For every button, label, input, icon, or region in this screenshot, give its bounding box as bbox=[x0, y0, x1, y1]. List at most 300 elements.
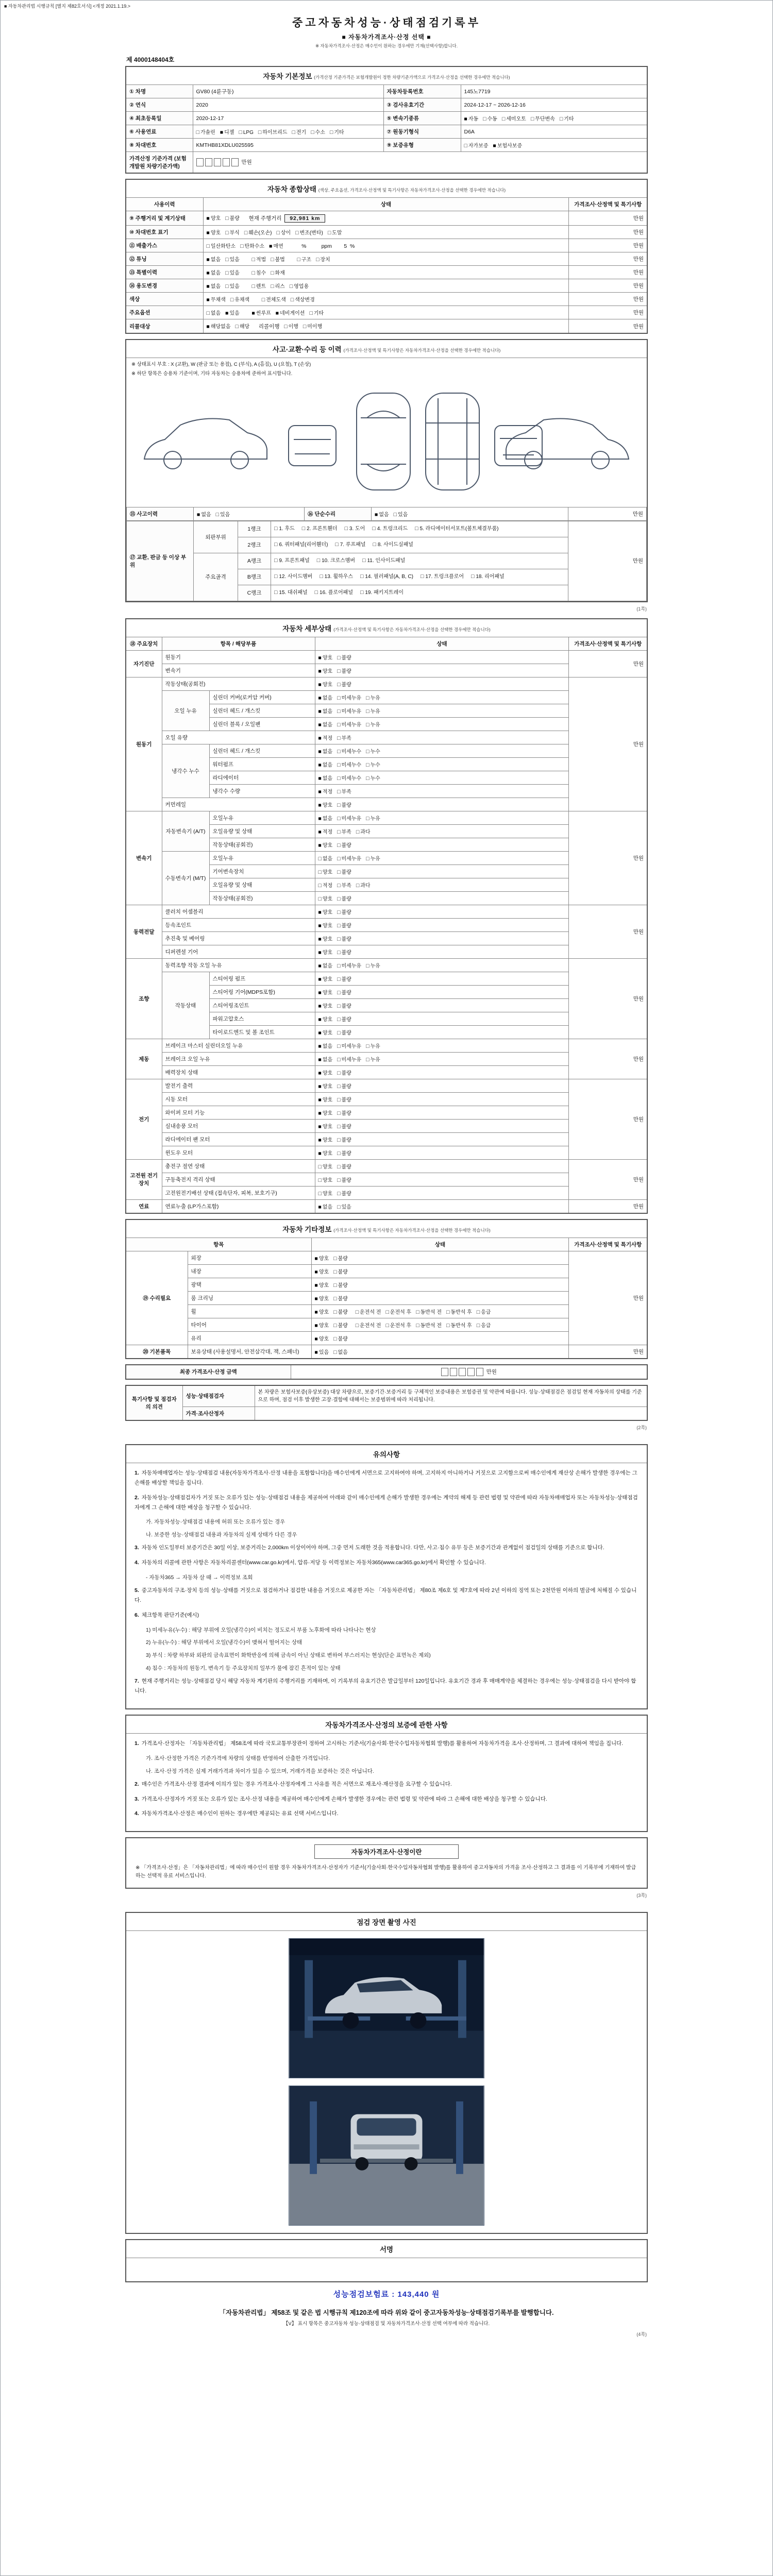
checkbox-icon[interactable]: □ bbox=[196, 129, 199, 135]
checkbox-icon[interactable]: ■ bbox=[318, 1096, 322, 1103]
checkbox-option[interactable] bbox=[315, 1254, 329, 1262]
checkbox-icon[interactable]: □ bbox=[366, 775, 369, 782]
checkbox-icon[interactable]: □ bbox=[372, 526, 376, 532]
panel-item[interactable]: □ 19. 패키지트레이 bbox=[360, 588, 404, 598]
checkbox-option[interactable] bbox=[230, 295, 249, 303]
checkbox-option[interactable] bbox=[337, 787, 351, 795]
checkbox-option[interactable] bbox=[483, 114, 497, 122]
checkbox-icon[interactable]: □ bbox=[337, 1163, 341, 1170]
checkbox-option[interactable] bbox=[291, 295, 315, 303]
checkbox-option[interactable] bbox=[315, 1334, 329, 1342]
checkbox-option[interactable] bbox=[337, 1202, 351, 1210]
checkbox-option[interactable] bbox=[207, 282, 221, 290]
checkbox-icon[interactable]: □ bbox=[206, 243, 210, 249]
checkbox-option[interactable] bbox=[337, 827, 351, 835]
checkbox-option[interactable] bbox=[337, 1136, 351, 1143]
checkbox-icon[interactable]: ■ bbox=[275, 310, 279, 316]
checkbox-icon[interactable]: □ bbox=[309, 310, 313, 316]
checkbox-icon[interactable]: □ bbox=[318, 869, 322, 875]
checkbox-option[interactable] bbox=[244, 228, 272, 236]
checkbox-icon[interactable]: □ bbox=[318, 1163, 322, 1170]
checkbox-option[interactable] bbox=[318, 961, 333, 969]
checkbox-option[interactable] bbox=[318, 881, 333, 889]
checkbox-option[interactable] bbox=[318, 787, 333, 795]
checkbox-icon[interactable]: □ bbox=[274, 526, 278, 532]
checkbox-option[interactable] bbox=[318, 680, 333, 688]
checkbox-option[interactable] bbox=[309, 309, 324, 316]
checkbox-option[interactable] bbox=[318, 774, 333, 782]
checkbox-option[interactable] bbox=[337, 841, 351, 849]
checkbox-icon[interactable]: ■ bbox=[318, 828, 322, 835]
checkbox-icon[interactable]: □ bbox=[337, 668, 341, 674]
checkbox-option[interactable] bbox=[366, 760, 380, 768]
checkbox-icon[interactable]: ■ bbox=[318, 936, 322, 942]
checkbox-option[interactable] bbox=[225, 214, 240, 222]
checkbox-option[interactable] bbox=[416, 1308, 442, 1315]
checkbox-icon[interactable]: ■ bbox=[318, 775, 322, 782]
panel-item[interactable]: □ 17. 트렁크플로어 bbox=[421, 572, 464, 582]
checkbox-icon[interactable]: □ bbox=[366, 748, 369, 755]
checkbox-option[interactable] bbox=[271, 282, 285, 290]
checkbox-icon[interactable]: □ bbox=[337, 869, 341, 875]
checkbox-icon[interactable]: □ bbox=[290, 297, 294, 303]
panel-item[interactable]: □ 13. 휠하우스 bbox=[320, 572, 353, 582]
checkbox-icon[interactable]: □ bbox=[337, 694, 341, 701]
checkbox-option[interactable] bbox=[394, 510, 408, 518]
checkbox-option[interactable] bbox=[337, 1189, 351, 1197]
checkbox-icon[interactable]: ■ bbox=[314, 1255, 318, 1262]
checkbox-option[interactable] bbox=[318, 1042, 333, 1049]
checkbox-icon[interactable]: □ bbox=[344, 526, 348, 532]
checkbox-option[interactable] bbox=[311, 128, 325, 135]
checkbox-icon[interactable]: ■ bbox=[318, 721, 322, 728]
checkbox-icon[interactable]: ■ bbox=[318, 654, 322, 661]
checkbox-option[interactable] bbox=[318, 841, 333, 849]
checkbox-option[interactable] bbox=[258, 128, 288, 135]
checkbox-option[interactable] bbox=[337, 988, 351, 996]
checkbox-option[interactable] bbox=[337, 1069, 351, 1076]
checkbox-option[interactable] bbox=[295, 228, 323, 236]
checkbox-icon[interactable]: □ bbox=[416, 1322, 419, 1329]
checkbox-icon[interactable]: ■ bbox=[206, 283, 210, 290]
checkbox-icon[interactable]: □ bbox=[225, 257, 229, 263]
checkbox-icon[interactable]: □ bbox=[318, 855, 322, 862]
checkbox-icon[interactable]: □ bbox=[355, 1322, 359, 1329]
checkbox-icon[interactable]: □ bbox=[318, 1190, 322, 1197]
checkbox-icon[interactable]: ■ bbox=[318, 708, 322, 715]
checkbox-icon[interactable]: □ bbox=[318, 895, 322, 902]
checkbox-icon[interactable]: □ bbox=[446, 1322, 450, 1329]
checkbox-option[interactable] bbox=[366, 1042, 380, 1049]
checkbox-option[interactable] bbox=[385, 1321, 411, 1329]
checkbox-option[interactable] bbox=[333, 1254, 348, 1262]
checkbox-icon[interactable]: ■ bbox=[318, 681, 322, 688]
panel-item[interactable]: □ 4. 트렁크리드 bbox=[372, 524, 408, 534]
checkbox-icon[interactable]: □ bbox=[337, 788, 341, 795]
checkbox-icon[interactable]: □ bbox=[476, 1309, 480, 1315]
checkbox-option[interactable] bbox=[225, 255, 240, 263]
checkbox-icon[interactable]: □ bbox=[337, 828, 341, 835]
checkbox-icon[interactable]: □ bbox=[366, 1043, 369, 1049]
checkbox-option[interactable] bbox=[225, 282, 240, 290]
checkbox-icon[interactable]: □ bbox=[333, 1322, 337, 1329]
checkbox-icon[interactable]: ■ bbox=[318, 909, 322, 916]
checkbox-option[interactable] bbox=[337, 868, 351, 875]
checkbox-icon[interactable]: □ bbox=[230, 297, 234, 303]
checkbox-option[interactable] bbox=[318, 1082, 333, 1090]
checkbox-option[interactable] bbox=[446, 1321, 472, 1329]
checkbox-option[interactable] bbox=[318, 1028, 333, 1036]
checkbox-icon[interactable]: ■ bbox=[318, 788, 322, 795]
checkbox-icon[interactable]: □ bbox=[337, 721, 341, 728]
checkbox-icon[interactable]: □ bbox=[337, 1177, 341, 1183]
checkbox-option[interactable] bbox=[207, 295, 226, 303]
checkbox-option[interactable] bbox=[251, 282, 266, 290]
checkbox-option[interactable] bbox=[337, 1122, 351, 1130]
checkbox-icon[interactable]: ■ bbox=[318, 1070, 322, 1076]
checkbox-icon[interactable]: ■ bbox=[206, 215, 210, 222]
checkbox-icon[interactable]: □ bbox=[362, 557, 366, 564]
checkbox-option[interactable] bbox=[315, 1321, 329, 1329]
checkbox-icon[interactable]: □ bbox=[337, 1123, 341, 1130]
checkbox-icon[interactable]: □ bbox=[476, 1322, 480, 1329]
checkbox-option[interactable] bbox=[207, 322, 231, 330]
checkbox-icon[interactable]: □ bbox=[446, 1309, 450, 1315]
checkbox-icon[interactable]: ■ bbox=[318, 1123, 322, 1130]
checkbox-icon[interactable]: □ bbox=[337, 748, 341, 755]
checkbox-option[interactable] bbox=[318, 734, 333, 741]
checkbox-icon[interactable]: □ bbox=[337, 1190, 341, 1197]
checkbox-icon[interactable]: □ bbox=[530, 116, 534, 122]
checkbox-icon[interactable]: □ bbox=[337, 735, 341, 741]
checkbox-option[interactable] bbox=[366, 961, 380, 969]
checkbox-option[interactable] bbox=[337, 693, 361, 701]
checkbox-option[interactable] bbox=[235, 322, 249, 330]
checkbox-option[interactable] bbox=[337, 760, 361, 768]
checkbox-option[interactable] bbox=[318, 1176, 333, 1183]
checkbox-icon[interactable]: □ bbox=[337, 976, 341, 982]
checkbox-icon[interactable]: □ bbox=[470, 573, 475, 580]
checkbox-option[interactable] bbox=[207, 255, 221, 263]
checkbox-icon[interactable]: □ bbox=[320, 573, 323, 580]
checkbox-option[interactable] bbox=[333, 1334, 348, 1342]
checkbox-option[interactable] bbox=[337, 881, 351, 889]
panel-item[interactable]: □ 16. 플로어패널 bbox=[315, 588, 353, 598]
checkbox-option[interactable] bbox=[333, 1308, 348, 1315]
checkbox-icon[interactable]: ■ bbox=[251, 310, 255, 316]
checkbox-option[interactable] bbox=[375, 510, 389, 518]
checkbox-icon[interactable]: ■ bbox=[318, 761, 322, 768]
checkbox-option[interactable] bbox=[269, 242, 283, 249]
checkbox-option[interactable] bbox=[337, 894, 351, 902]
checkbox-icon[interactable]: □ bbox=[251, 283, 255, 290]
checkbox-icon[interactable]: ■ bbox=[197, 512, 200, 518]
checkbox-icon[interactable]: □ bbox=[311, 129, 314, 135]
checkbox-icon[interactable]: ■ bbox=[318, 1150, 322, 1157]
checkbox-icon[interactable]: □ bbox=[337, 855, 341, 862]
panel-item[interactable]: □ 18. 리어패널 bbox=[471, 572, 505, 582]
checkbox-option[interactable] bbox=[337, 948, 351, 956]
checkbox-icon[interactable]: ■ bbox=[314, 1335, 318, 1342]
checkbox-icon[interactable]: □ bbox=[356, 882, 360, 889]
checkbox-icon[interactable]: □ bbox=[215, 512, 220, 518]
checkbox-icon[interactable]: □ bbox=[337, 775, 341, 782]
checkbox-icon[interactable]: □ bbox=[337, 962, 341, 969]
checkbox-option[interactable] bbox=[333, 1294, 348, 1302]
checkbox-icon[interactable]: □ bbox=[289, 283, 293, 290]
panel-item[interactable]: □ 6. 쿼터패널(리어휀더) bbox=[274, 540, 328, 550]
checkbox-option[interactable] bbox=[337, 1042, 361, 1049]
checkbox-option[interactable] bbox=[366, 720, 380, 728]
checkbox-icon[interactable]: □ bbox=[314, 589, 318, 596]
checkbox-option[interactable] bbox=[318, 1015, 333, 1023]
checkbox-option[interactable] bbox=[337, 1176, 351, 1183]
checkbox-option[interactable] bbox=[207, 268, 221, 276]
checkbox-option[interactable] bbox=[290, 282, 309, 290]
checkbox-option[interactable] bbox=[276, 309, 305, 316]
checkbox-icon[interactable]: ■ bbox=[493, 143, 496, 149]
checkbox-option[interactable] bbox=[277, 228, 291, 236]
checkbox-icon[interactable]: □ bbox=[337, 909, 341, 916]
checkbox-option[interactable] bbox=[560, 114, 574, 122]
checkbox-option[interactable] bbox=[385, 1308, 411, 1315]
checkbox-icon[interactable]: □ bbox=[295, 230, 299, 236]
checkbox-option[interactable] bbox=[318, 1095, 333, 1103]
checkbox-icon[interactable]: □ bbox=[271, 283, 274, 290]
checkbox-icon[interactable]: ■ bbox=[318, 815, 322, 822]
checkbox-option[interactable] bbox=[337, 720, 361, 728]
checkbox-icon[interactable]: □ bbox=[327, 230, 331, 236]
checkbox-icon[interactable]: □ bbox=[318, 882, 322, 889]
checkbox-icon[interactable]: ■ bbox=[318, 976, 322, 982]
checkbox-icon[interactable]: ■ bbox=[318, 1083, 322, 1090]
checkbox-icon[interactable]: □ bbox=[337, 895, 341, 902]
checkbox-icon[interactable]: □ bbox=[333, 1295, 337, 1302]
checkbox-icon[interactable]: □ bbox=[333, 1349, 337, 1355]
checkbox-icon[interactable]: □ bbox=[316, 257, 320, 263]
checkbox-icon[interactable]: □ bbox=[337, 1150, 341, 1157]
panel-item[interactable]: □ 11. 인사이드패널 bbox=[362, 556, 405, 566]
checkbox-option[interactable] bbox=[337, 961, 361, 969]
checkbox-option[interactable] bbox=[318, 747, 333, 755]
checkbox-icon[interactable]: □ bbox=[366, 708, 369, 715]
checkbox-icon[interactable]: ■ bbox=[206, 297, 210, 303]
checkbox-icon[interactable]: □ bbox=[366, 694, 369, 701]
checkbox-option[interactable] bbox=[328, 228, 342, 236]
checkbox-option[interactable] bbox=[318, 1149, 333, 1157]
checkbox-option[interactable] bbox=[207, 228, 221, 236]
checkbox-icon[interactable]: □ bbox=[360, 589, 364, 596]
checkbox-option[interactable] bbox=[318, 868, 333, 875]
checkbox-icon[interactable]: ■ bbox=[318, 1003, 322, 1009]
checkbox-icon[interactable]: □ bbox=[333, 1255, 337, 1262]
checkbox-icon[interactable]: □ bbox=[337, 842, 341, 849]
panel-item[interactable]: □ 8. 사이드실패널 bbox=[373, 540, 413, 550]
checkbox-option[interactable] bbox=[216, 510, 230, 518]
checkbox-icon[interactable]: □ bbox=[274, 557, 278, 564]
checkbox-icon[interactable]: □ bbox=[329, 129, 333, 135]
checkbox-option[interactable] bbox=[446, 1308, 472, 1315]
checkbox-option[interactable] bbox=[318, 720, 333, 728]
checkbox-option[interactable] bbox=[318, 948, 333, 956]
checkbox-option[interactable] bbox=[356, 827, 371, 835]
checkbox-icon[interactable]: ■ bbox=[206, 324, 210, 330]
checkbox-option[interactable] bbox=[316, 255, 330, 263]
checkbox-option[interactable] bbox=[318, 921, 333, 929]
checkbox-icon[interactable]: ■ bbox=[318, 694, 322, 701]
checkbox-icon[interactable]: □ bbox=[337, 1096, 341, 1103]
checkbox-icon[interactable]: □ bbox=[244, 230, 248, 236]
checkbox-icon[interactable]: □ bbox=[274, 573, 278, 580]
checkbox-option[interactable] bbox=[337, 935, 351, 942]
checkbox-icon[interactable]: □ bbox=[337, 936, 341, 942]
checkbox-icon[interactable]: □ bbox=[274, 541, 278, 548]
checkbox-option[interactable] bbox=[330, 128, 344, 135]
checkbox-icon[interactable]: □ bbox=[206, 310, 210, 316]
checkbox-icon[interactable]: □ bbox=[240, 243, 244, 249]
panel-item[interactable]: □ 10. 크로스멤버 bbox=[317, 556, 355, 566]
checkbox-option[interactable] bbox=[337, 680, 351, 688]
checkbox-option[interactable] bbox=[318, 827, 333, 835]
checkbox-icon[interactable]: □ bbox=[337, 654, 341, 661]
checkbox-option[interactable] bbox=[493, 141, 522, 149]
checkbox-option[interactable] bbox=[318, 1109, 333, 1116]
panel-item[interactable]: □ 9. 프론트패널 bbox=[274, 556, 310, 566]
checkbox-option[interactable] bbox=[318, 707, 333, 715]
checkbox-icon[interactable]: ■ bbox=[318, 989, 322, 996]
checkbox-option[interactable] bbox=[318, 1189, 333, 1197]
checkbox-option[interactable] bbox=[318, 854, 333, 862]
checkbox-option[interactable] bbox=[197, 510, 211, 518]
checkbox-icon[interactable]: □ bbox=[261, 297, 265, 303]
checkbox-option[interactable] bbox=[318, 894, 333, 902]
checkbox-option[interactable] bbox=[251, 268, 266, 276]
checkbox-icon[interactable]: ■ bbox=[269, 243, 273, 249]
checkbox-icon[interactable]: □ bbox=[355, 1309, 359, 1315]
checkbox-option[interactable] bbox=[318, 693, 333, 701]
checkbox-option[interactable] bbox=[464, 114, 479, 122]
checkbox-option[interactable] bbox=[333, 1281, 348, 1289]
checkbox-icon[interactable]: ■ bbox=[318, 1029, 322, 1036]
checkbox-option[interactable] bbox=[318, 667, 333, 674]
checkbox-option[interactable] bbox=[337, 653, 351, 661]
checkbox-icon[interactable]: □ bbox=[501, 116, 506, 122]
checkbox-option[interactable] bbox=[315, 1348, 329, 1355]
checkbox-option[interactable] bbox=[356, 1321, 381, 1329]
checkbox-icon[interactable]: ■ bbox=[375, 512, 378, 518]
checkbox-icon[interactable]: □ bbox=[337, 949, 341, 956]
checkbox-icon[interactable]: ■ bbox=[206, 230, 210, 236]
checkbox-option[interactable] bbox=[337, 1015, 351, 1023]
checkbox-icon[interactable]: □ bbox=[318, 1177, 322, 1183]
checkbox-icon[interactable]: □ bbox=[356, 828, 360, 835]
checkbox-option[interactable] bbox=[337, 1082, 351, 1090]
checkbox-icon[interactable]: □ bbox=[316, 557, 321, 564]
checkbox-icon[interactable]: ■ bbox=[318, 922, 322, 929]
checkbox-option[interactable] bbox=[318, 1002, 333, 1009]
checkbox-icon[interactable]: □ bbox=[385, 1322, 389, 1329]
checkbox-icon[interactable]: □ bbox=[271, 257, 274, 263]
checkbox-icon[interactable]: □ bbox=[366, 1056, 369, 1063]
checkbox-option[interactable] bbox=[366, 747, 380, 755]
checkbox-option[interactable] bbox=[416, 1321, 442, 1329]
checkbox-option[interactable] bbox=[337, 1002, 351, 1009]
checkbox-option[interactable] bbox=[315, 1294, 329, 1302]
checkbox-option[interactable] bbox=[337, 1109, 351, 1116]
checkbox-option[interactable] bbox=[318, 760, 333, 768]
checkbox-option[interactable] bbox=[337, 747, 361, 755]
checkbox-icon[interactable]: □ bbox=[258, 129, 262, 135]
checkbox-option[interactable] bbox=[318, 814, 333, 822]
checkbox-option[interactable] bbox=[366, 774, 380, 782]
checkbox-option[interactable] bbox=[318, 801, 333, 808]
checkbox-icon[interactable]: □ bbox=[337, 815, 341, 822]
checkbox-icon[interactable]: □ bbox=[333, 1282, 337, 1289]
checkbox-option[interactable] bbox=[225, 309, 240, 316]
checkbox-icon[interactable]: ■ bbox=[206, 270, 210, 276]
checkbox-icon[interactable]: □ bbox=[225, 270, 229, 276]
checkbox-option[interactable] bbox=[337, 1055, 361, 1063]
checkbox-icon[interactable]: ■ bbox=[318, 949, 322, 956]
checkbox-icon[interactable]: □ bbox=[271, 270, 274, 276]
checkbox-option[interactable] bbox=[225, 228, 240, 236]
checkbox-icon[interactable]: □ bbox=[337, 989, 341, 996]
checkbox-option[interactable] bbox=[333, 1321, 348, 1329]
checkbox-option[interactable] bbox=[271, 255, 285, 263]
checkbox-icon[interactable]: □ bbox=[337, 1003, 341, 1009]
checkbox-option[interactable] bbox=[337, 854, 361, 862]
checkbox-icon[interactable]: □ bbox=[239, 129, 242, 135]
checkbox-option[interactable] bbox=[337, 707, 361, 715]
checkbox-icon[interactable]: □ bbox=[333, 1309, 337, 1315]
checkbox-option[interactable] bbox=[337, 734, 351, 741]
checkbox-option[interactable] bbox=[318, 1136, 333, 1143]
checkbox-icon[interactable]: □ bbox=[483, 116, 486, 122]
checkbox-icon[interactable]: □ bbox=[360, 573, 364, 580]
checkbox-option[interactable] bbox=[502, 114, 526, 122]
checkbox-option[interactable] bbox=[318, 975, 333, 982]
checkbox-icon[interactable]: □ bbox=[366, 761, 369, 768]
checkbox-icon[interactable]: □ bbox=[337, 802, 341, 808]
checkbox-option[interactable] bbox=[366, 854, 380, 862]
checkbox-option[interactable] bbox=[220, 128, 234, 135]
checkbox-option[interactable] bbox=[207, 242, 236, 249]
checkbox-icon[interactable]: □ bbox=[225, 283, 229, 290]
checkbox-icon[interactable]: ■ bbox=[318, 1137, 322, 1143]
checkbox-icon[interactable]: □ bbox=[337, 882, 341, 889]
checkbox-option[interactable] bbox=[239, 129, 254, 135]
checkbox-icon[interactable]: □ bbox=[366, 721, 369, 728]
checkbox-option[interactable] bbox=[337, 1162, 351, 1170]
checkbox-icon[interactable]: ■ bbox=[314, 1322, 318, 1329]
checkbox-icon[interactable]: □ bbox=[337, 1204, 341, 1210]
panel-item[interactable]: □ 15. 대쉬패널 bbox=[274, 588, 308, 598]
checkbox-option[interactable] bbox=[366, 707, 380, 715]
panel-item[interactable]: □ 12. 사이드멤버 bbox=[274, 572, 312, 582]
panel-item[interactable]: □ 3. 도어 bbox=[345, 524, 365, 534]
checkbox-icon[interactable]: □ bbox=[337, 761, 341, 768]
checkbox-icon[interactable]: ■ bbox=[314, 1309, 318, 1315]
checkbox-icon[interactable]: □ bbox=[303, 324, 307, 330]
checkbox-icon[interactable]: ■ bbox=[318, 1204, 322, 1210]
checkbox-icon[interactable]: □ bbox=[251, 257, 255, 263]
checkbox-option[interactable] bbox=[303, 322, 322, 330]
checkbox-icon[interactable]: □ bbox=[416, 1309, 419, 1315]
checkbox-option[interactable] bbox=[337, 1028, 351, 1036]
checkbox-icon[interactable]: □ bbox=[337, 922, 341, 929]
checkbox-icon[interactable]: □ bbox=[333, 1335, 337, 1342]
checkbox-icon[interactable]: □ bbox=[337, 1056, 341, 1063]
